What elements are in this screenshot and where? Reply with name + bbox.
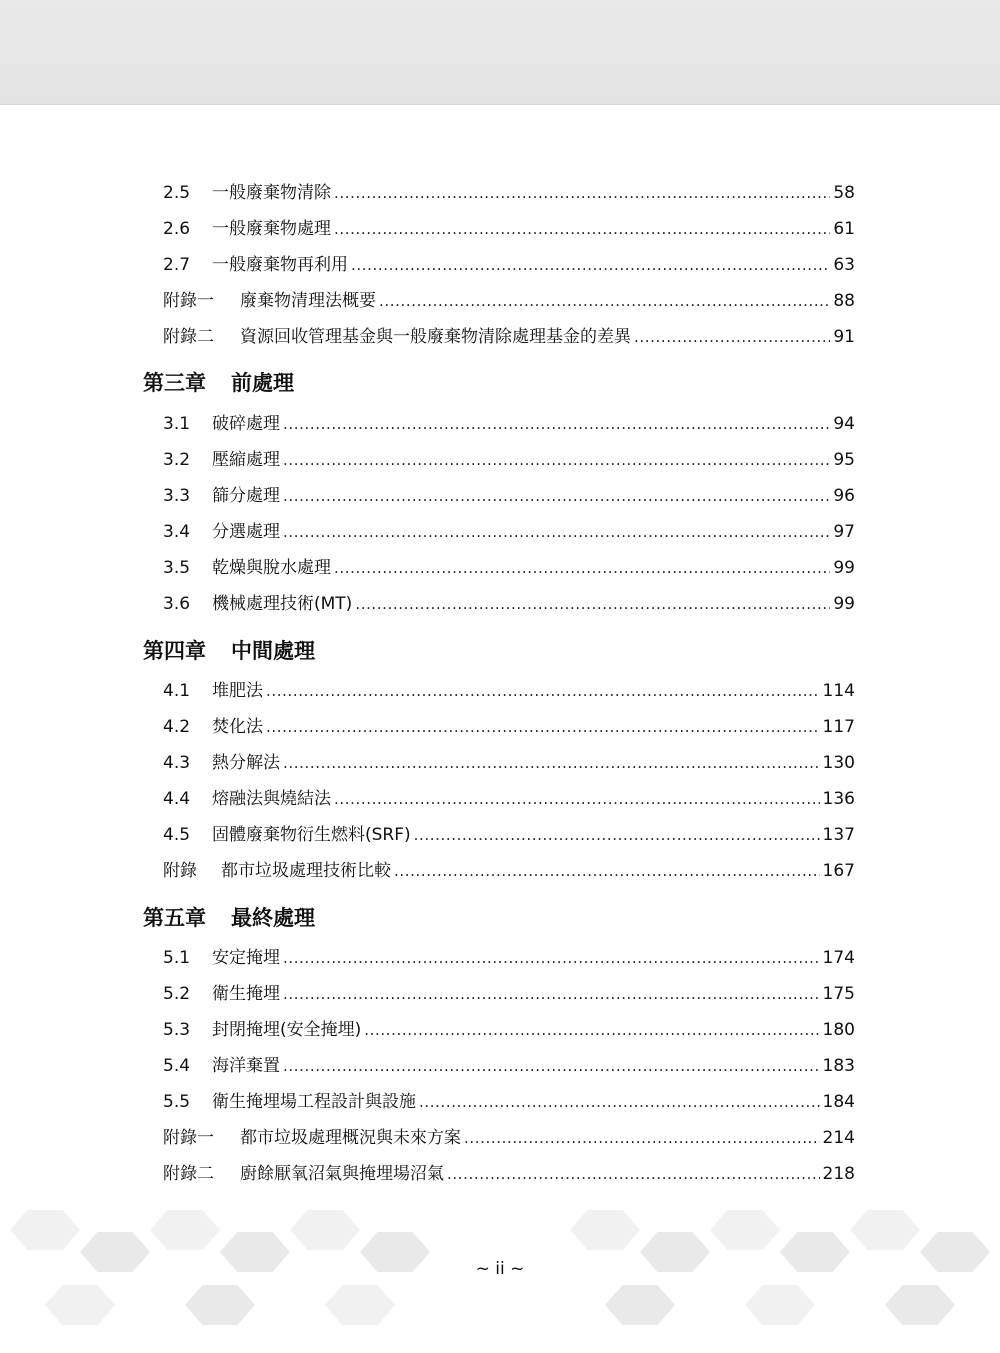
- toc-entry[interactable]: [163, 214, 855, 240]
- section-number: 5.1: [163, 948, 191, 968]
- section-title: 資源回收管理基金與一般廢棄物清除處理基金的差異: [240, 327, 631, 347]
- chapter-title: 前處理: [231, 370, 294, 395]
- toc-entry[interactable]: [163, 856, 855, 882]
- section-number: 4.2: [163, 717, 191, 737]
- page-number: 94: [833, 414, 855, 434]
- dot-leader: [283, 1055, 820, 1077]
- page-number: 167: [822, 861, 855, 881]
- hexagon-shape: [325, 1285, 395, 1325]
- section-title: 都市垃圾處理技術比較: [221, 861, 391, 881]
- hexagon-shape: [605, 1285, 675, 1325]
- chapter-number: 第五章: [143, 905, 206, 930]
- section-number: 3.6: [163, 594, 191, 614]
- page-number: 96: [833, 486, 855, 506]
- toc-entry[interactable]: [163, 517, 855, 543]
- page-number: 183: [822, 1056, 855, 1076]
- page-number: 114: [822, 681, 855, 701]
- dot-leader: [283, 521, 830, 543]
- section-title: 堆肥法: [212, 681, 263, 701]
- page-number-label: ~ ii ~: [475, 1259, 525, 1279]
- section-number: 3.2: [163, 450, 191, 470]
- section-title: 都市垃圾處理概況與未來方案: [240, 1128, 461, 1148]
- page-number: 63: [833, 255, 855, 275]
- page-number: 214: [822, 1128, 855, 1148]
- dot-leader: [283, 947, 820, 969]
- page-number: 61: [833, 219, 855, 239]
- section-title: 壓縮處理: [212, 450, 280, 470]
- dot-leader: [394, 860, 820, 882]
- section-title: 一般廢棄物清除: [212, 183, 331, 203]
- hexagon-shape: [570, 1210, 640, 1250]
- section-number: 3.5: [163, 558, 191, 578]
- page-number: 184: [822, 1092, 855, 1112]
- section-title: 熱分解法: [212, 753, 280, 773]
- section-number: 4.1: [163, 681, 191, 701]
- toc-entry[interactable]: [163, 1159, 855, 1185]
- appendix-label: 附錄一: [163, 1128, 214, 1148]
- section-title: 一般廢棄物處理: [212, 219, 331, 239]
- chapter-number: 第四章: [143, 638, 206, 663]
- section-title: 海洋棄置: [212, 1056, 280, 1076]
- toc-entry[interactable]: [163, 553, 855, 579]
- dot-leader: [419, 1091, 820, 1113]
- section-number: 5.3: [163, 1020, 191, 1040]
- toc-entry[interactable]: [163, 1051, 855, 1077]
- section-title: 分選處理: [212, 522, 280, 542]
- section-number: 2.7: [163, 255, 191, 275]
- section-number: 3.3: [163, 486, 191, 506]
- page-number: 95: [833, 450, 855, 470]
- section-title: 乾燥與脫水處理: [212, 558, 331, 578]
- dot-leader: [334, 788, 820, 810]
- dot-leader: [266, 716, 820, 738]
- chapter-number: 第三章: [143, 370, 206, 395]
- section-number: 2.6: [163, 219, 191, 239]
- toc-entry[interactable]: [163, 1015, 855, 1041]
- section-title: 破碎處理: [212, 414, 280, 434]
- section-title: 機械處理技術(MT): [212, 594, 353, 614]
- appendix-label: 附錄一: [163, 291, 214, 311]
- dot-leader: [283, 752, 820, 774]
- toc-entry[interactable]: [163, 979, 855, 1005]
- toc-entry[interactable]: [163, 748, 855, 774]
- dot-leader: [283, 449, 830, 471]
- hexagon-shape: [885, 1285, 955, 1325]
- dot-leader: [334, 557, 830, 579]
- toc-entry[interactable]: [163, 445, 855, 471]
- toc-entry[interactable]: [163, 481, 855, 507]
- dot-leader: [464, 1127, 820, 1149]
- section-title: 安定掩埋: [212, 948, 280, 968]
- appendix-label: 附錄: [163, 861, 197, 881]
- toc-entry[interactable]: [163, 178, 855, 204]
- hexagon-shape: [850, 1210, 920, 1250]
- chapter-heading[interactable]: [143, 638, 315, 664]
- page-number: 99: [833, 558, 855, 578]
- dot-leader: [266, 680, 820, 702]
- page-number: 180: [822, 1020, 855, 1040]
- section-title: 熔融法與燒結法: [212, 789, 331, 809]
- toc-entry[interactable]: [163, 1087, 855, 1113]
- section-title: 封閉掩埋(安全掩埋): [212, 1020, 362, 1040]
- page-number: 136: [822, 789, 855, 809]
- appendix-label: 附錄二: [163, 327, 214, 347]
- toc-entry[interactable]: [163, 943, 855, 969]
- toc-entry[interactable]: [163, 676, 855, 702]
- dot-leader: [447, 1163, 820, 1185]
- dot-leader: [364, 1019, 819, 1041]
- chapter-heading[interactable]: [143, 370, 294, 396]
- appendix-label: 附錄二: [163, 1164, 214, 1184]
- page-footer: [0, 1257, 1000, 1281]
- section-number: 5.5: [163, 1092, 191, 1112]
- dot-leader: [334, 182, 830, 204]
- page-number: 174: [822, 948, 855, 968]
- dot-leader: [351, 254, 830, 276]
- hexagon-shape: [290, 1210, 360, 1250]
- toc-entry[interactable]: [163, 1123, 855, 1149]
- section-title: 焚化法: [212, 717, 263, 737]
- hexagon-shape: [185, 1285, 255, 1325]
- page-number: 97: [833, 522, 855, 542]
- toc-entry[interactable]: [163, 409, 855, 435]
- chapter-heading[interactable]: [143, 905, 315, 931]
- hexagon-shape: [10, 1210, 80, 1250]
- section-title: 衛生掩埋場工程設計與設施: [212, 1092, 416, 1112]
- header-band: [0, 0, 1000, 105]
- section-number: 4.3: [163, 753, 191, 773]
- section-title: 篩分處理: [212, 486, 280, 506]
- section-number: 2.5: [163, 183, 191, 203]
- section-title: 一般廢棄物再利用: [212, 255, 348, 275]
- hexagon-shape: [45, 1285, 115, 1325]
- page-number: 130: [822, 753, 855, 773]
- page-number: 117: [822, 717, 855, 737]
- toc-entry[interactable]: [163, 784, 855, 810]
- section-number: 5.2: [163, 984, 191, 1004]
- toc-entry[interactable]: [163, 322, 855, 348]
- toc-entry[interactable]: [163, 589, 855, 615]
- dot-leader: [379, 290, 830, 312]
- hexagon-shape: [745, 1285, 815, 1325]
- page-number: 88: [833, 291, 855, 311]
- dot-leader: [414, 824, 820, 846]
- section-number: 5.4: [163, 1056, 191, 1076]
- dot-leader: [334, 218, 830, 240]
- section-title: 衛生掩埋: [212, 984, 280, 1004]
- toc-entry[interactable]: [163, 820, 855, 846]
- section-number: 3.4: [163, 522, 191, 542]
- toc-entry[interactable]: [163, 712, 855, 738]
- page-number: 137: [822, 825, 855, 845]
- page-number: 99: [833, 594, 855, 614]
- hexagon-shape: [710, 1210, 780, 1250]
- dot-leader: [634, 326, 830, 348]
- hexagon-shape: [150, 1210, 220, 1250]
- page-number: 91: [833, 327, 855, 347]
- toc-entry[interactable]: [163, 250, 855, 276]
- chapter-title: 最終處理: [231, 905, 315, 930]
- page-number: 218: [822, 1164, 855, 1184]
- toc-entry[interactable]: [163, 286, 855, 312]
- section-number: 4.4: [163, 789, 191, 809]
- dot-leader: [355, 593, 830, 615]
- section-title: 廢棄物清理法概要: [240, 291, 376, 311]
- dot-leader: [283, 413, 830, 435]
- section-number: 3.1: [163, 414, 191, 434]
- chapter-title: 中間處理: [231, 638, 315, 663]
- page-number: 175: [822, 984, 855, 1004]
- page-number: 58: [833, 183, 855, 203]
- section-title: 廚餘厭氧沼氣與掩埋場沼氣: [240, 1164, 444, 1184]
- section-number: 4.5: [163, 825, 191, 845]
- dot-leader: [283, 485, 830, 507]
- dot-leader: [283, 983, 820, 1005]
- section-title: 固體廢棄物衍生燃料(SRF): [212, 825, 411, 845]
